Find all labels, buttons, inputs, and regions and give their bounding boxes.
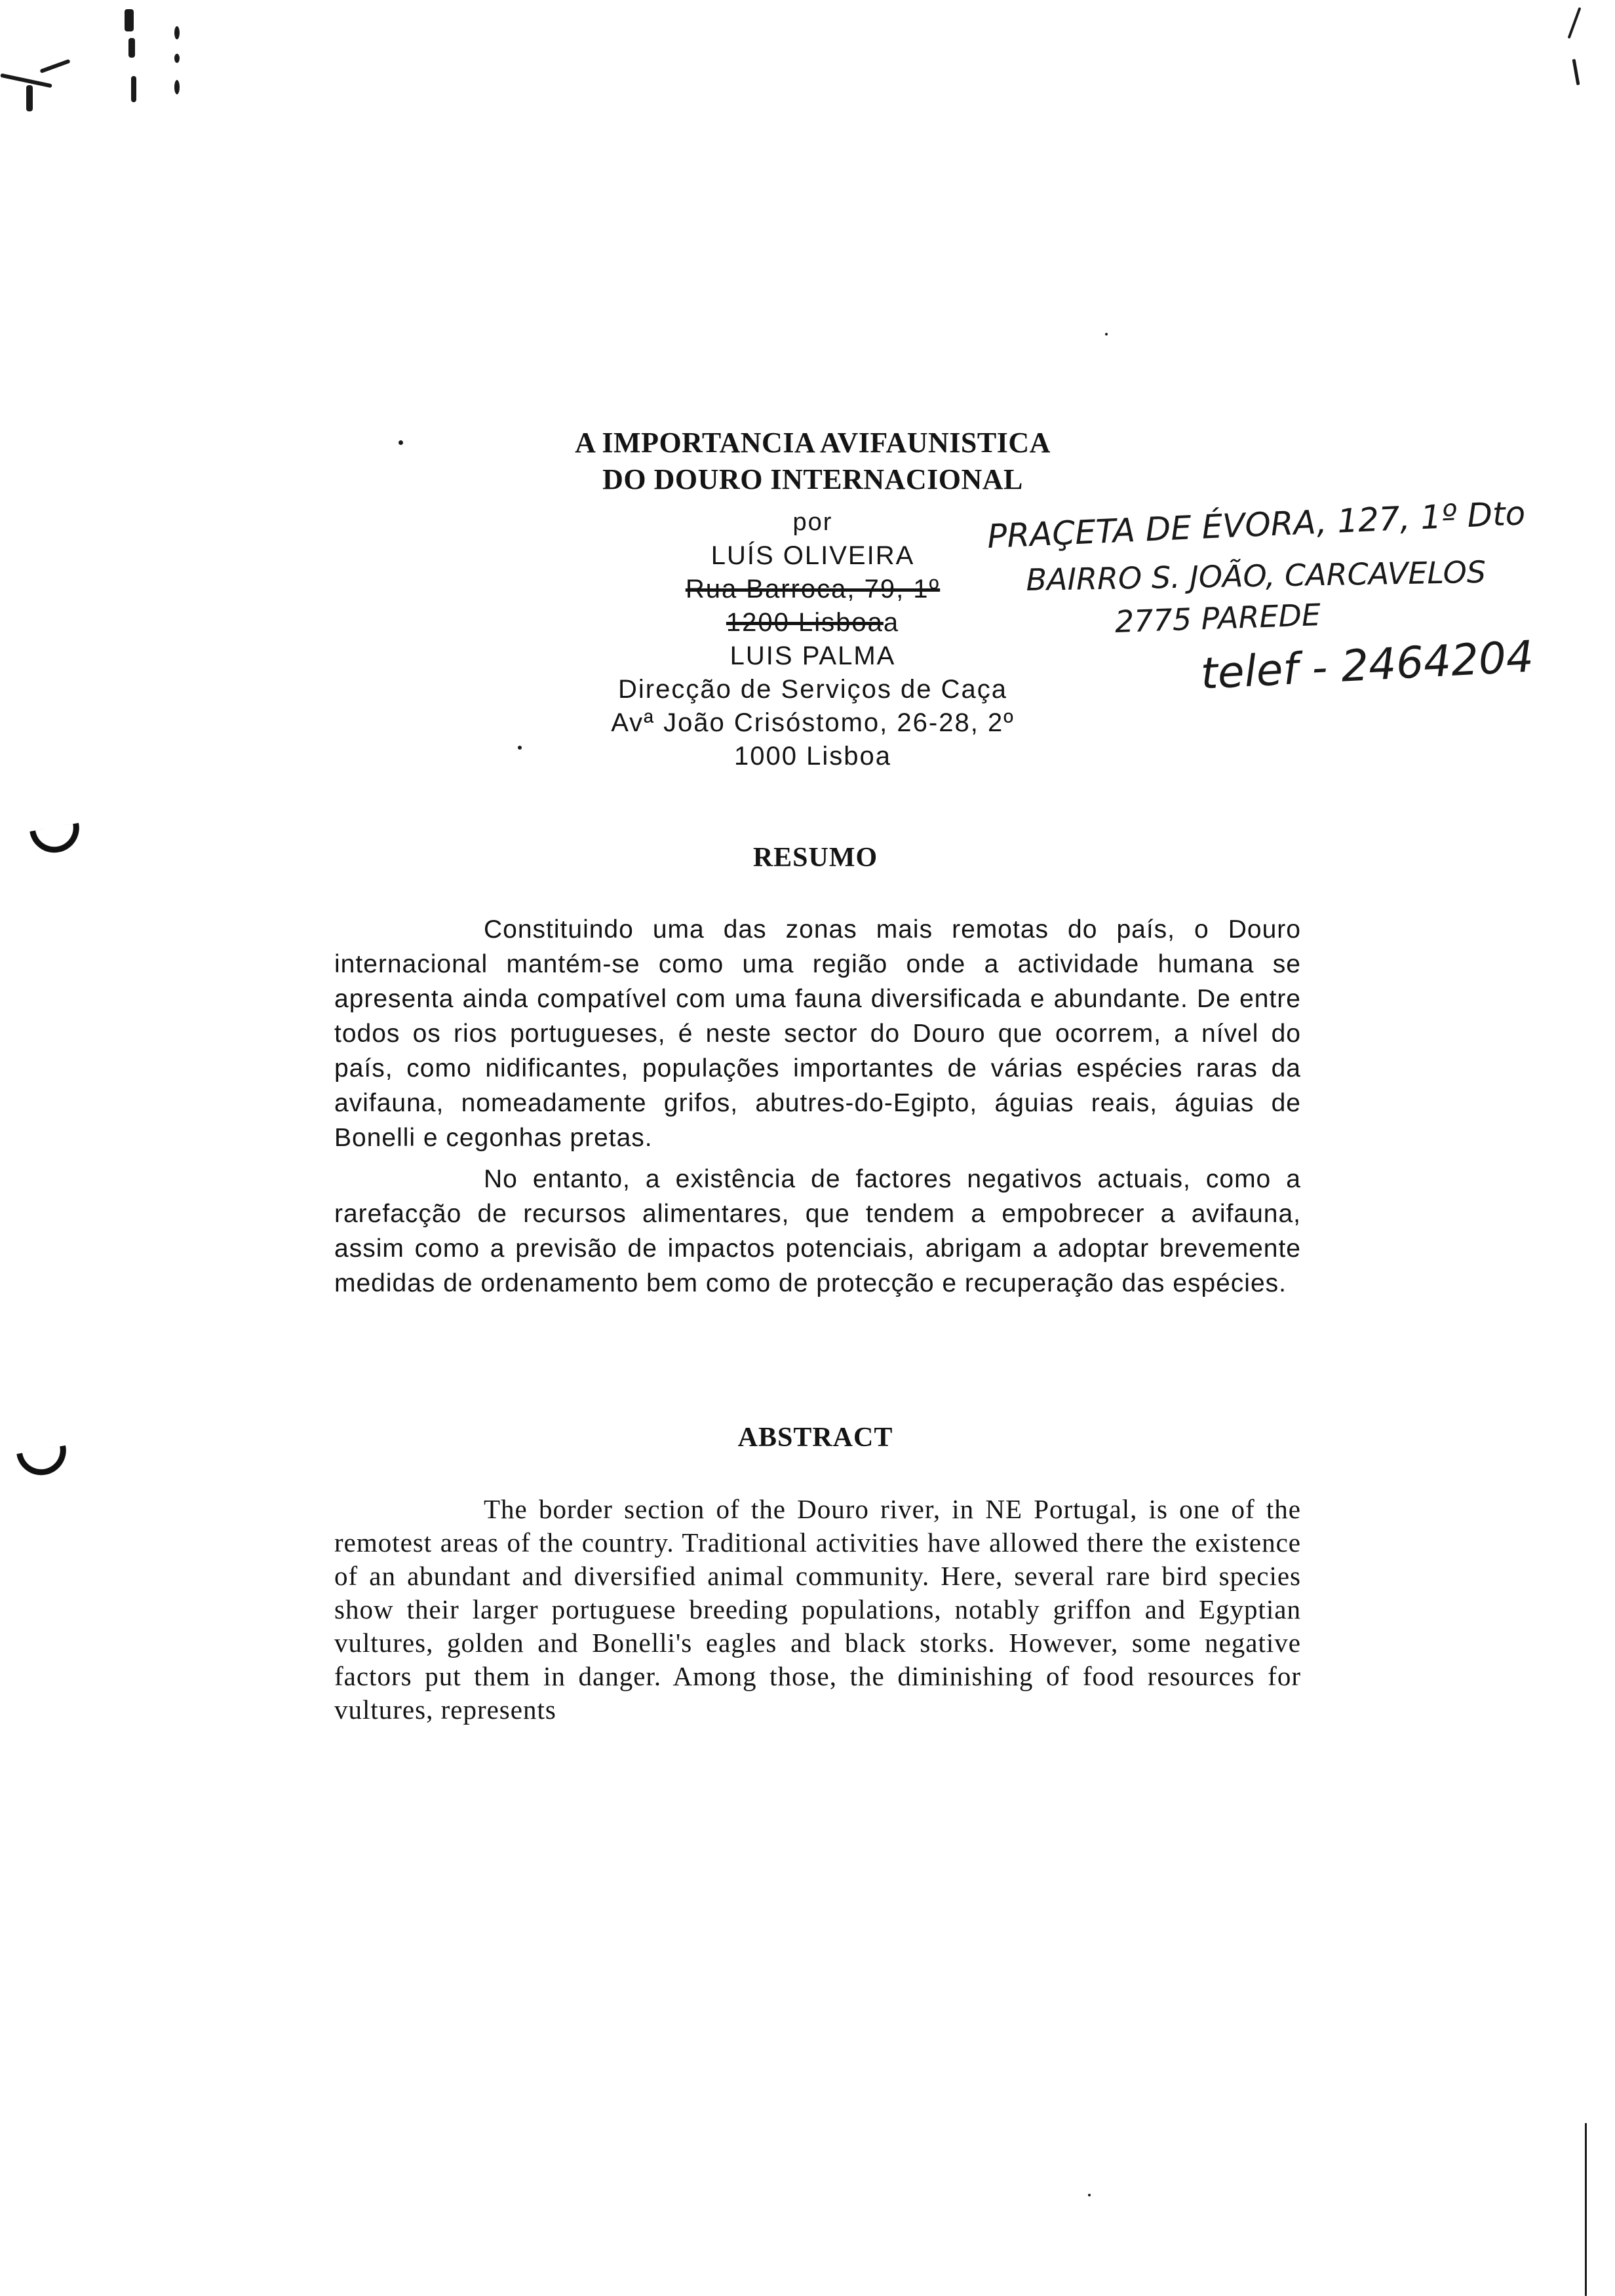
resumo-paragraph-1: Constituindo uma das zonas mais remotas do país, o Douro internacional mantém-se como uma região onde a actividade humana se apresenta ainda compatível com uma fauna diversificada e abundante. De entre todos os rios portugueses, é neste sector do Douro que ocorrem, a nível do país, como nidificantes, populações importantes de várias espécies raras da avifauna, nomeadamente grifos, abutres-do-Egipto, águias reais, águias de Bonelli e cegonhas pretas. bbox=[334, 915, 1301, 1152]
author-1-city-struck-line bbox=[524, 606, 1101, 640]
abstract-heading: ABSTRACT bbox=[737, 1423, 893, 1453]
author-1-name: LUÍS OLIVEIRA bbox=[710, 541, 915, 570]
city-address: 1000 Lisboa bbox=[734, 742, 891, 771]
abstract-body bbox=[334, 1493, 1301, 1727]
affiliation: Direcção de Serviços de Caça bbox=[617, 675, 1008, 704]
handwritten-line-3: 2775 PAREDE bbox=[1114, 597, 1321, 640]
handwritten-line-2: BAIRRO S. JOÃO, CARCAVELOS bbox=[1026, 554, 1487, 598]
scan-marks-right bbox=[1560, 0, 1615, 92]
scan-edge-line bbox=[1585, 2123, 1587, 2296]
paper-title bbox=[498, 425, 1127, 498]
title-line-2: DO DOURO INTERNACIONAL bbox=[602, 463, 1023, 495]
scan-speck bbox=[1105, 333, 1108, 335]
resumo-paragraph-2: No entanto, a existência de factores negativos actuais, como a rarefacção de recursos alimentares, que tendem a empobrecer a avifauna, assim como a previsão de impactos potenciais, abrigam a adoptar brevemente medidas de ordenamento bem como de protecção e recuperação das espécies. bbox=[334, 1165, 1301, 1297]
abstract-paragraph-1: The border section of the Douro river, in NE Portugal, is one of the remotest areas of the country. Traditional activities have allowed there the existence of an abundant and diversified animal community. Here, several rare bird species show their larger portuguese breeding populations, notably griffon and Egyptian vultures, golden and Bonelli's eagles and black storks. However, some negative factors put them in danger. Among those, the diminishing of food resources for vultures, represents bbox=[334, 1494, 1301, 1725]
scan-speck bbox=[1088, 2194, 1091, 2196]
scan-speck bbox=[518, 746, 522, 750]
scan-marks bbox=[0, 0, 197, 118]
handwritten-phone: telef - 2464204 bbox=[1199, 631, 1535, 699]
author-1-city-struck: 1200 Lisboa bbox=[726, 608, 884, 637]
by-label: por bbox=[792, 508, 833, 536]
title-line-1: A IMPORTANCIA AVIFAUNISTICA bbox=[575, 427, 1051, 459]
resumo-heading: RESUMO bbox=[752, 843, 878, 873]
street-address: Avª João Crisóstomo, 26-28, 2º bbox=[611, 708, 1015, 737]
author-1-address-struck: Rua Barroca, 79, 1º bbox=[685, 575, 941, 603]
conjunction: a bbox=[883, 608, 900, 637]
handwritten-line-1: PRAÇETA DE ÉVORA, 127, 1º Dto bbox=[986, 494, 1527, 556]
resumo-body bbox=[334, 912, 1301, 1301]
author-2-name: LUIS PALMA bbox=[730, 641, 896, 670]
scan-speck bbox=[399, 440, 403, 445]
